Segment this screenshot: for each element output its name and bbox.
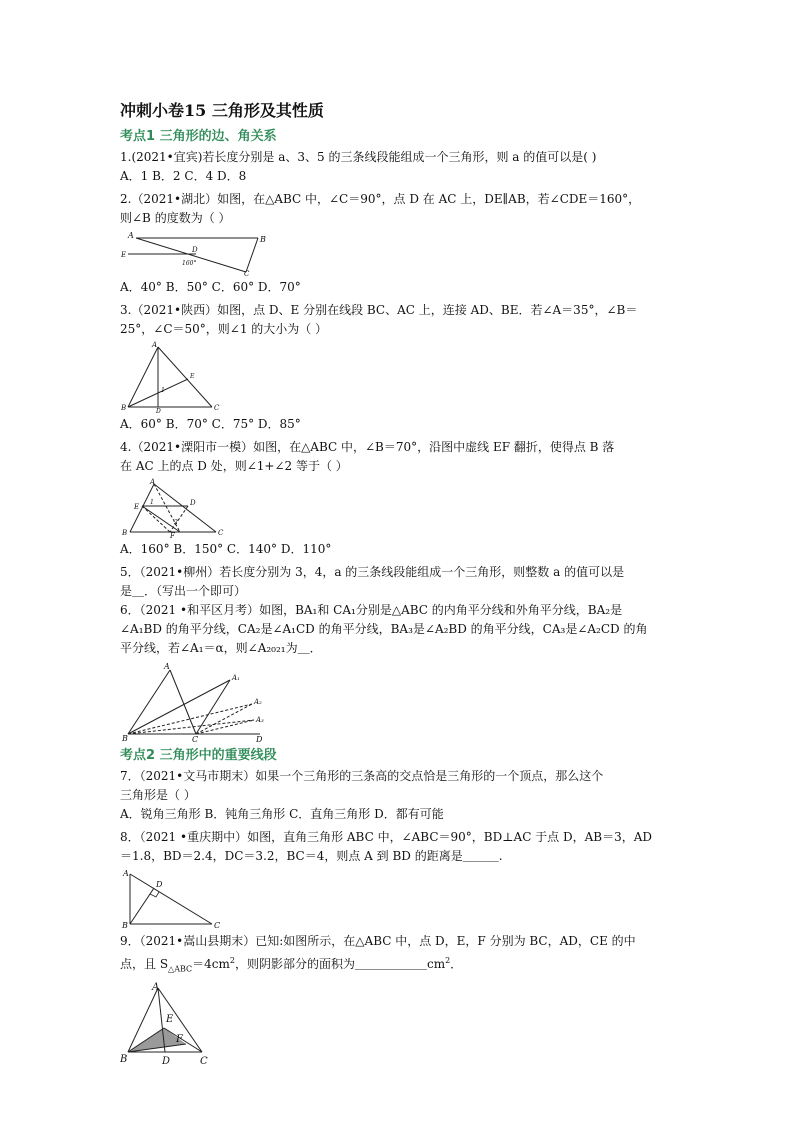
question-3-text-line1: 3.（2021•陕西）如图，点 D、E 分别在线段 BC、AC 上，连接 AD、BE．若∠A＝35°，∠B＝	[120, 303, 638, 317]
question-4-figure	[120, 478, 230, 538]
q4-label-e: E	[134, 503, 140, 511]
q8-label-c: C	[214, 921, 221, 930]
q9-label-a: A	[152, 982, 160, 994]
question-7-options: A．锐角三角形 B．钝角三角形 C．直角三角形 D．都有可能	[120, 807, 444, 821]
q6-label-b: B	[122, 734, 128, 742]
page-title: 冲刺小卷15 三角形及其性质	[120, 101, 324, 120]
q2-label-c: C	[244, 270, 250, 276]
question-3-figure	[120, 341, 230, 413]
question-5-text-line2: 是＿．（写出一个即可）	[120, 584, 247, 598]
q6-label-a: A	[164, 662, 170, 671]
q6-label-a3: A₃	[256, 716, 264, 724]
q4-label-a: A	[150, 478, 156, 486]
q9-text-b: ＝4cm	[192, 957, 230, 971]
worksheet	[120, 98, 680, 1068]
question-9-text-line1: 9．（2021•嵩山县期末）已知:如图所示，在△ABC 中，点 D，E，F 分别为 BC，AD，CE 的中	[120, 934, 636, 948]
q2-angle-label: 160°	[182, 260, 197, 267]
q4-label-c: C	[218, 529, 224, 537]
q3-label-b: B	[121, 404, 127, 412]
q2-label-e: E	[121, 251, 127, 259]
question-7-text-line1: 7．（2021•文马市期末）如果一个三角形的三条高的交点恰是三角形的一个顶点，那么这个	[120, 769, 604, 783]
q3-label-d: D	[156, 408, 161, 413]
question-7-text-line2: 三角形是（ ）	[120, 788, 196, 802]
q4-label-d: D	[190, 499, 196, 507]
q6-label-c: C	[192, 735, 199, 742]
q6-label-d: D	[256, 735, 263, 742]
q4-label-b: B	[122, 529, 128, 537]
question-6-figure	[120, 660, 270, 742]
q8-label-a: A	[123, 869, 129, 878]
q9-sub: △ABC	[168, 964, 193, 974]
q3-label-c: C	[214, 404, 220, 412]
q3-angle-1: 1	[161, 387, 165, 394]
q6-label-a2: A₂	[254, 698, 262, 706]
section-heading-1: 考点1 三角形的边、角关系	[120, 129, 277, 144]
question-2-figure	[120, 230, 270, 276]
q8-label-b: B	[122, 921, 128, 930]
question-6-text-line2: ∠A₁BD 的角平分线，CA₂是∠A₁CD 的角平分线，BA₃是∠A₂BD 的角平分线，CA₃是∠A₂CD 的角	[120, 622, 648, 636]
q4-label-f: F	[170, 532, 175, 538]
q9-label-f: F	[176, 1034, 183, 1046]
q4-angle-2: 2	[174, 519, 178, 526]
q3-label-a: A	[152, 341, 158, 349]
q9-label-b: B	[120, 1054, 128, 1066]
q9-sup2: 2	[445, 956, 451, 965]
q9-text-c: ，则阴影部分的面积为＿＿＿＿＿＿cm	[234, 957, 446, 971]
question-2-text-line1: 2.（2021•湖北）如图，在△ABC 中，∠C＝90°，点 D 在 AC 上，DE∥AB，若∠CDE＝160°，	[120, 192, 641, 206]
question-6-text-line3: 平分线，若∠A₁＝α，则∠A₂₀₂₁为＿．	[120, 641, 322, 655]
question-3-text-line2: 25°，∠C＝50°，则∠1 的大小为（ ）	[120, 322, 328, 336]
q9-text-a: 点，且 S	[120, 957, 169, 971]
question-9-text-line2	[120, 951, 680, 978]
question-8-text-line1: 8．（2021 •重庆期中）如图，直角三角形 ABC 中，∠ABC＝90°，BD⊥AC 于点 D，AB＝3，AD	[120, 830, 653, 844]
q9-sup: 2	[229, 956, 235, 965]
question-8-figure	[120, 868, 230, 930]
question-2-options: A．40° B．50° C．60° D．70°	[120, 280, 301, 294]
q2-label-b: B	[260, 235, 266, 244]
q9-label-c: C	[200, 1056, 208, 1067]
question-4-text-line1: 4.（2021•溧阳市一模）如图，在△ABC 中，∠B＝70°，沿图中虚线 EF 翻折，使得点 B 落	[120, 440, 615, 454]
q9-label-d: D	[162, 1056, 171, 1067]
section-heading-2: 考点2 三角形中的重要线段	[120, 748, 277, 763]
question-4-text-line2: 在 AC 上的点 D 处，则∠1+∠2 等于（ ）	[120, 459, 348, 473]
q6-label-a1: A₁	[232, 674, 240, 682]
question-8-text-line2: ＝1.8，BD＝2.4，DC＝3.2，BC＝4，则点 A 到 BD 的距离是＿＿＿.	[120, 849, 503, 863]
question-3-options: A．60° B．70° C．75° D．85°	[120, 417, 301, 431]
question-9-figure	[120, 980, 230, 1066]
q4-angle-1: 1	[150, 499, 154, 506]
q9-text-d: ．	[450, 957, 463, 971]
q3-label-e: E	[190, 373, 195, 380]
q2-label-a: A	[128, 231, 134, 240]
question-1-options: A．1 B．2 C．4 D．8	[120, 169, 247, 183]
question-6-text-line1: 6．（2021 •和平区月考）如图，BA₁和 CA₁分别是△ABC 的内角平分线和外角平分线，BA₂是	[120, 603, 623, 617]
q8-label-d: D	[156, 880, 163, 889]
question-5-text-line1: 5．（2021•柳州）若长度分别为 3，4，a 的三条线段能组成一个三角形，则整数 a 的值可以是	[120, 565, 625, 579]
question-4-options: A．160° B．150° C．140° D．110°	[120, 542, 332, 556]
q9-label-e: E	[166, 1014, 174, 1026]
question-1-text: 1.(2021•宜宾)若长度分别是 a、3、5 的三条线段能组成一个三角形，则 a 的值可以是( )	[120, 150, 597, 164]
question-2-text-line2: 则∠B 的度数为（ ）	[120, 211, 231, 225]
q2-label-d: D	[192, 246, 198, 254]
